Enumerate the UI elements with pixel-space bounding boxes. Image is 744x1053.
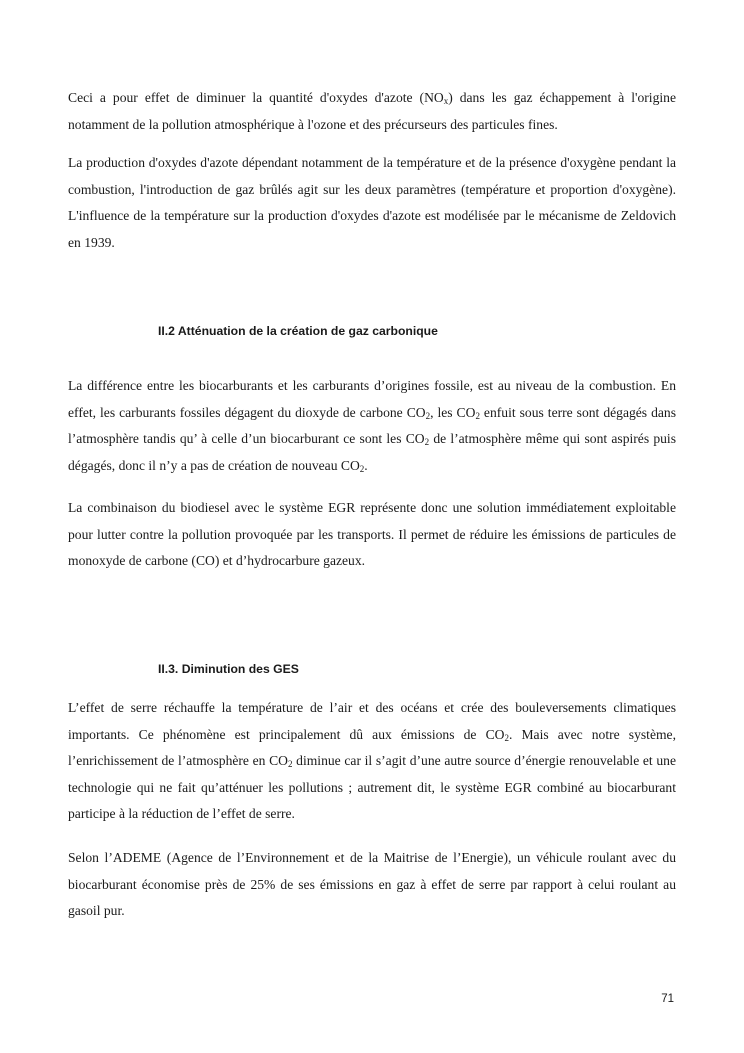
text-run: de l’atmosphère même qui sont aspirés puis dégagés, donc il n’y a pas de création de nouveau CO (68, 431, 676, 473)
subscript: 2 (475, 410, 480, 421)
text-run: . (364, 457, 368, 473)
text-run: enfuit sous terre sont dégagés dans l’atmosphère tandis qu’ à celle d’un biocarburant ce sont les CO (68, 404, 676, 446)
text-run: La différence entre les biocarburants et les carburants d’origines fossile, est au niveau de la combustion. En effet, les carburants fossiles dégagent du dioxyde de carbone CO (68, 378, 676, 420)
text-run: . Mais avec notre système, l’enrichissement de l’atmosphère en CO (68, 726, 676, 768)
paragraph-greenhouse-effect (68, 695, 676, 828)
page-number: 71 (661, 993, 674, 1005)
subscript: x (443, 96, 449, 106)
section-heading-ii2: II.2 Atténuation de la création de gaz carbonique (158, 324, 438, 338)
text-run: diminue car il s’agit d’une autre source d’énergie renouvelable et une technologie qui ne fait qu’atténuer les pollutions ; autrement dit, le système EGR combiné au biocarburant participe à la réduction de l’effet de serre. (68, 753, 676, 821)
paragraph-biofuel-difference (68, 373, 676, 479)
subscript: 2 (504, 732, 509, 743)
paragraph-ademe: Selon l’ADEME (Agence de l’Environnement et de la Maitrise de l’Energie), un véhicule roulant avec du biocarburant économise près de 25% de ses émissions en gaz à effet de serre par rapport à celui roulant au gasoil pur. (68, 850, 676, 918)
subscript: 2 (288, 759, 293, 769)
paragraph-nox-effect (68, 85, 676, 138)
text-run: Ceci a pour effet de diminuer la quantité d'oxydes d'azote (NO (68, 90, 444, 105)
text-run: , les CO (430, 404, 476, 420)
section-heading-ii3: II.3. Diminution des GES (158, 662, 299, 676)
subscript: 2 (424, 437, 430, 447)
subscript: 2 (425, 410, 431, 421)
text-run: L’effet de serre réchauffe la température de l’air et des océans et crée des bouleversements climatiques importants. Ce phénomène est principalement dû aux émissions de CO (68, 700, 676, 742)
paragraph-nox-production: La production d'oxydes d'azote dépendant notamment de la température et de la présence d'oxygène pendant la combustion, l'introduction de gaz brûlés agit sur les deux paramètres (température et proportion d'oxygène). L'influence de la température sur la production d'oxydes d'azote est modélisée par le mécanisme de Zeldovich en 1939. (68, 155, 676, 250)
paragraph-biodiesel-egr: La combinaison du biodiesel avec le système EGR représente donc une solution immédiatement exploitable pour lutter contre la pollution provoquée par les transports. Il permet de réduire les émissions de particules de monoxyde de carbone (CO) et d’hydrocarbure gazeux. (68, 500, 676, 568)
subscript: 2 (359, 463, 365, 474)
text-run: ) dans les gaz échappement à l'origine notamment de la pollution atmosphérique à l'ozone et des précurseurs des particules fines. (68, 90, 676, 132)
